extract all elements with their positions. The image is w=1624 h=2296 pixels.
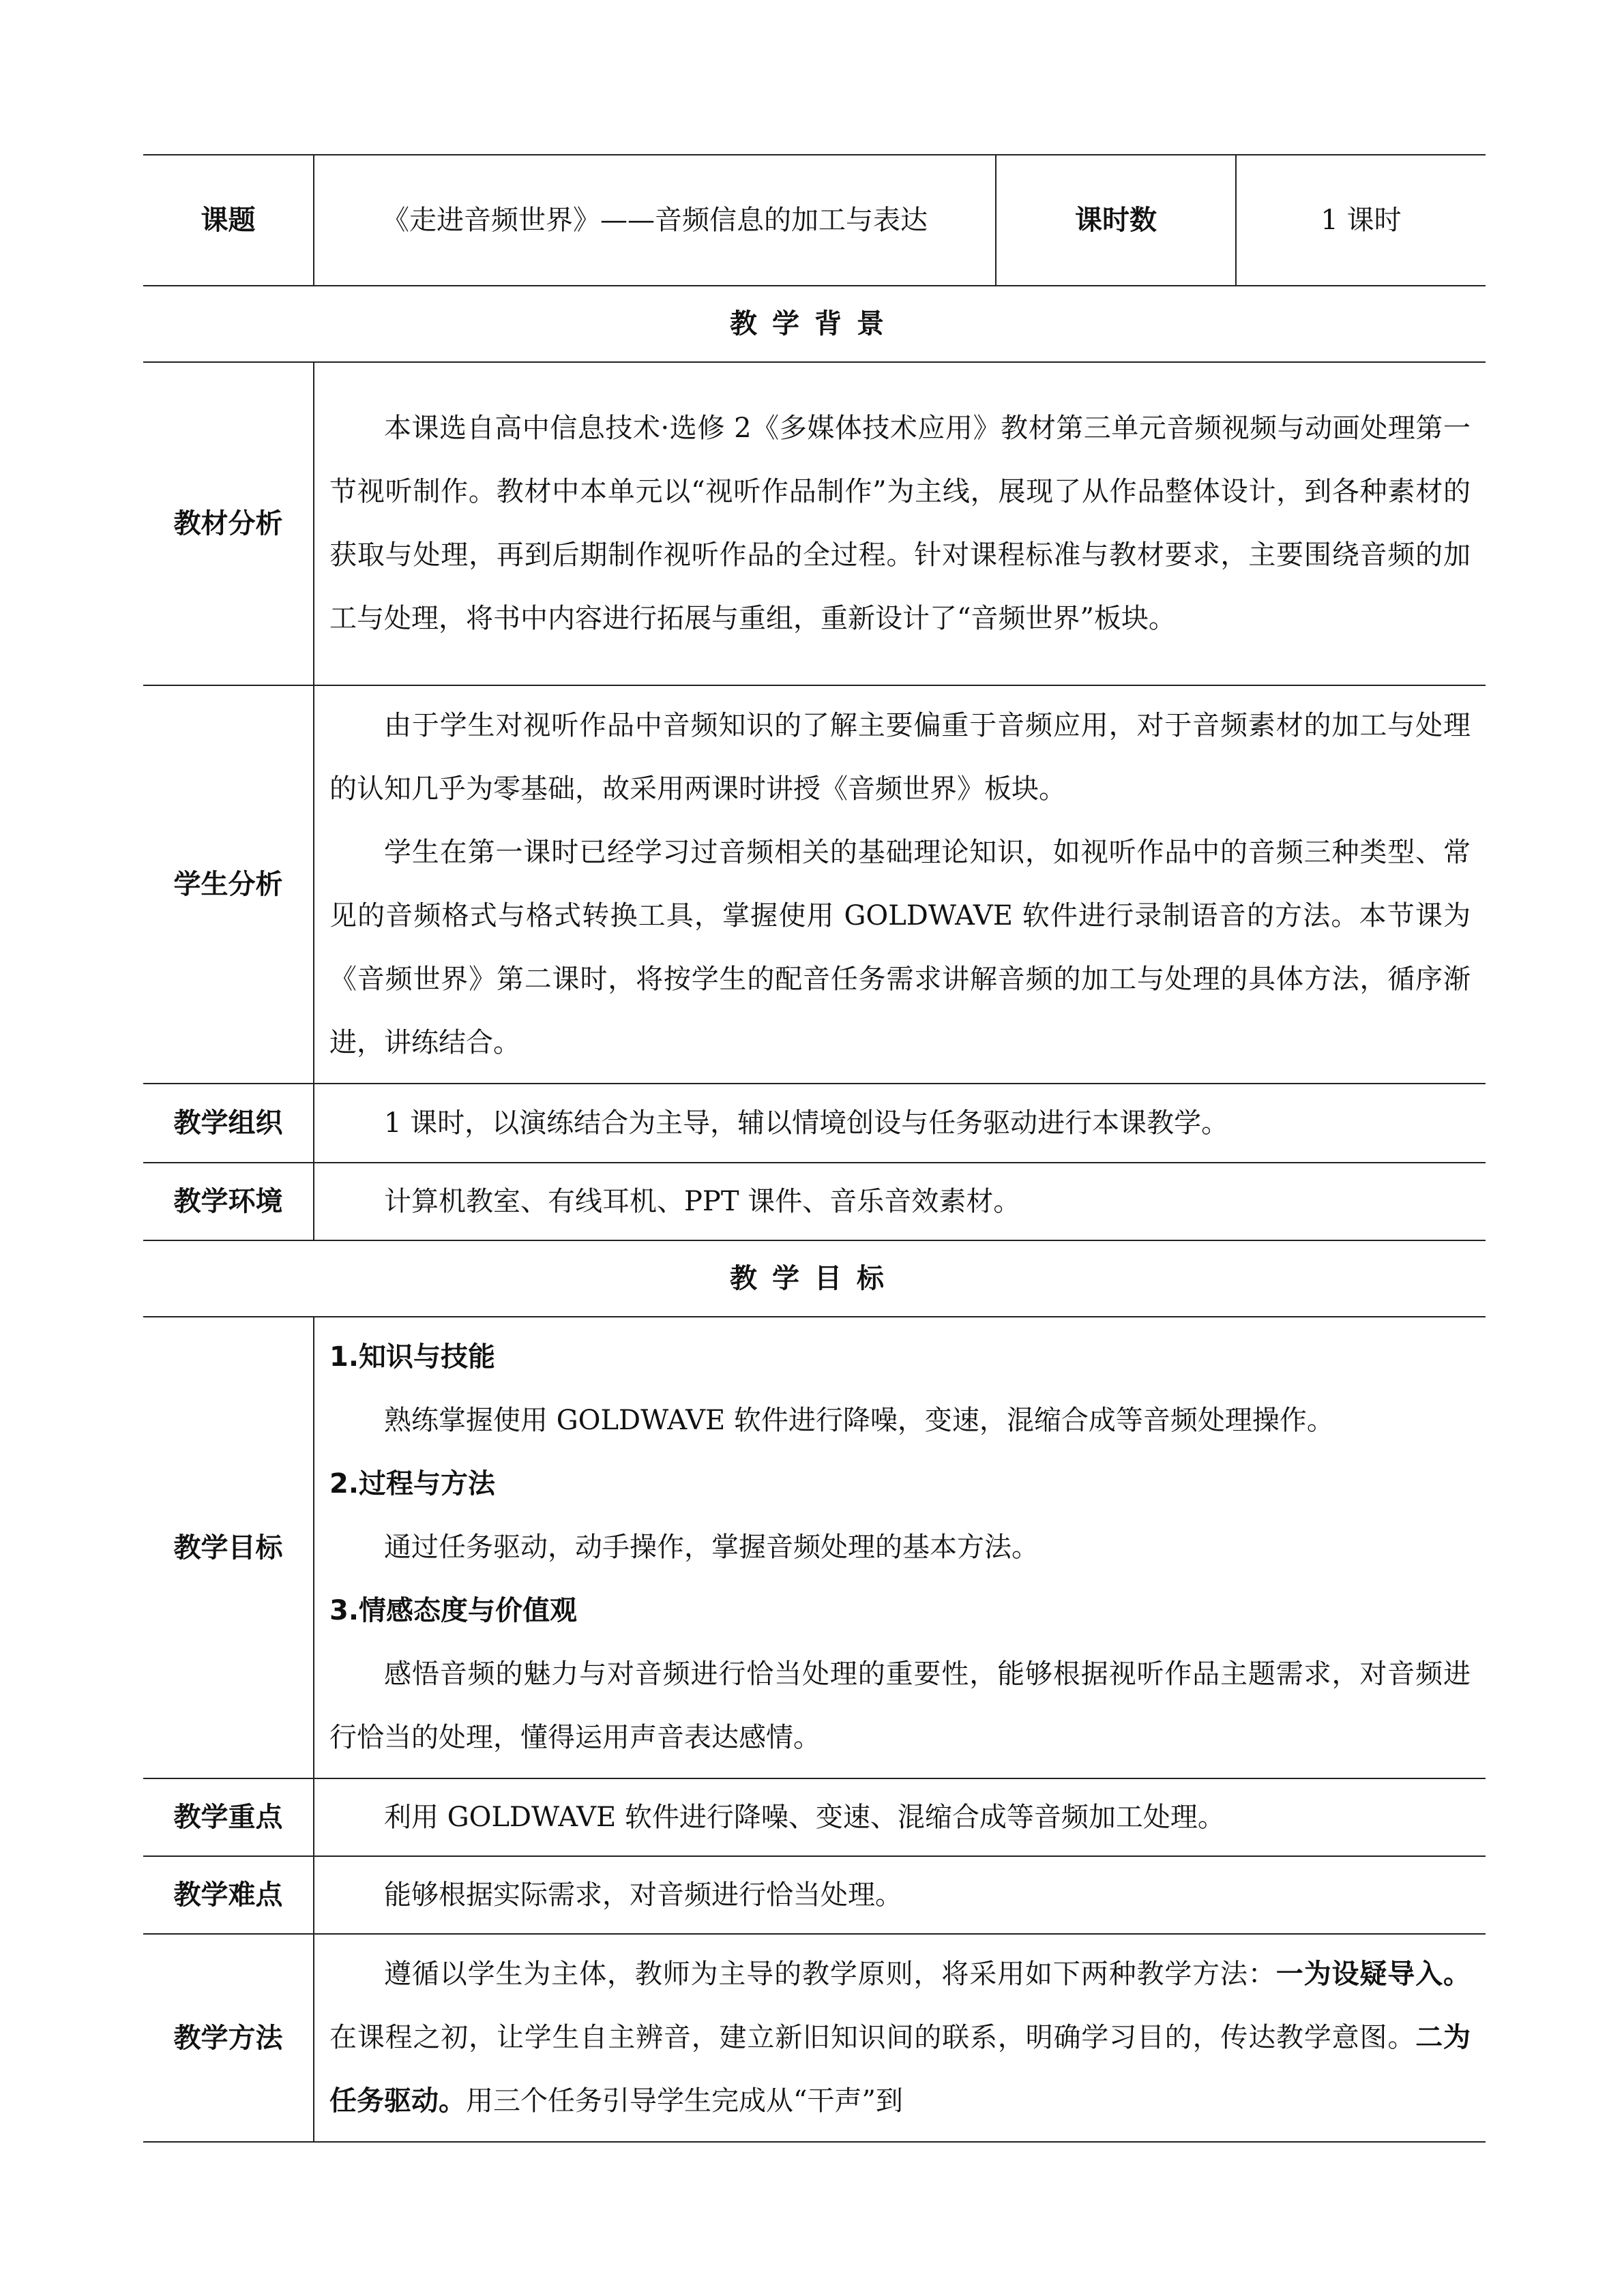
background-section-row — [143, 286, 1486, 362]
environment-label: 教学环境 — [143, 1163, 314, 1240]
student-analysis-text-1: 由于学生对视听作品中音频知识的了解主要偏重于音频应用，对于音频素材的加工与处理的认知几乎为零基础，故采用两课时讲授《音频世界》板块。 — [329, 710, 1471, 805]
goal-3-text: 感悟音频的魅力与对音频进行恰当处理的重要性，能够根据视听作品主题需求，对音频进行恰当的处理，懂得运用声音表达感情。 — [329, 1658, 1471, 1753]
method-text-b: 在课程之初，让学生自主辨音，建立新旧知识间的联系，明确学习目的，传达教学意图。 — [329, 2022, 1416, 2053]
key-points-text: 利用 GOLDWAVE 软件进行降噪、变速、混缩合成等音频加工处理。 — [384, 1801, 1225, 1833]
hours-value: 1 课时 — [1236, 155, 1486, 286]
method-content — [314, 1934, 1486, 2142]
goal-1-title: 1.知识与技能 — [329, 1341, 496, 1373]
background-section-title: 教学背景 — [143, 286, 1486, 362]
organization-label: 教学组织 — [143, 1084, 314, 1163]
material-analysis-row — [143, 362, 1486, 685]
hours-label: 课时数 — [996, 155, 1236, 286]
material-analysis-label: 教材分析 — [143, 362, 314, 685]
organization-row — [143, 1084, 1486, 1163]
lesson-plan-table — [143, 154, 1486, 2143]
organization-content — [314, 1084, 1486, 1163]
organization-text: 1 课时，以演练结合为主导，辅以情境创设与任务驱动进行本课教学。 — [384, 1107, 1229, 1139]
difficulty-label: 教学难点 — [143, 1856, 314, 1934]
material-analysis-text: 本课选自高中信息技术·选修 2《多媒体技术应用》教材第三单元音频视频与动画处理第一节视听制作。教材中本单元以“视听作品制作”为主线，展现了从作品整体设计，到各种素材的获取与处理，再到后期制作视听作品的全过程。针对课程标准与教材要求，主要围绕音频的加工与处理，将书中内容进行拓展与重组，重新设计了“音频世界”板块。 — [329, 413, 1471, 634]
method-text-c: 用三个任务引导学生完成从“干声”到 — [466, 2085, 903, 2117]
goals-row — [143, 1317, 1486, 1778]
goals-section-row — [143, 1240, 1486, 1317]
key-points-content — [314, 1778, 1486, 1856]
lesson-plan-page — [143, 154, 1486, 2143]
goal-2-text: 通过任务驱动，动手操作，掌握音频处理的基本方法。 — [384, 1532, 1039, 1563]
method-label: 教学方法 — [143, 1934, 314, 2142]
environment-row — [143, 1163, 1486, 1240]
method-text — [329, 1943, 1471, 2133]
goals-label: 教学目标 — [143, 1317, 314, 1778]
topic-value: 《走进音频世界》——音频信息的加工与表达 — [314, 155, 996, 286]
environment-text: 计算机教室、有线耳机、PPT 课件、音乐音效素材。 — [384, 1185, 1021, 1217]
goal-2-title: 2.过程与方法 — [329, 1468, 496, 1500]
student-analysis-label: 学生分析 — [143, 685, 314, 1084]
topic-label: 课题 — [143, 155, 314, 286]
goal-3-title: 3.情感态度与价值观 — [329, 1595, 578, 1626]
student-analysis-text-2: 学生在第一课时已经学习过音频相关的基础理论知识，如视听作品中的音频三种类型、常见的音频格式与格式转换工具，掌握使用 GOLDWAVE 软件进行录制语音的方法。本节课为《音频世界》第二课时，将按学生的配音任务需求讲解音频的加工与处理的具体方法，循序渐进，讲练结合。 — [329, 837, 1471, 1058]
difficulty-row — [143, 1856, 1486, 1934]
student-analysis-row — [143, 685, 1486, 1084]
topic-row — [143, 155, 1486, 286]
goals-content — [314, 1317, 1486, 1778]
goal-1-text: 熟练掌握使用 GOLDWAVE 软件进行降噪，变速，混缩合成等音频处理操作。 — [384, 1405, 1334, 1436]
method-bold-2: 二为任务驱动。 — [329, 2022, 1471, 2117]
key-points-row — [143, 1778, 1486, 1856]
material-analysis-content — [314, 362, 1486, 685]
difficulty-content — [314, 1856, 1486, 1934]
difficulty-text: 能够根据实际需求，对音频进行恰当处理。 — [384, 1879, 902, 1911]
method-text-a: 遵循以学生为主体，教师为主导的教学原则，将采用如下两种教学方法： — [384, 1958, 1276, 1990]
goals-section-title: 教学目标 — [143, 1240, 1486, 1317]
method-bold-1: 一为设疑导入。 — [1275, 1958, 1471, 1990]
student-analysis-content — [314, 685, 1486, 1084]
method-row — [143, 1934, 1486, 2142]
environment-content — [314, 1163, 1486, 1240]
key-points-label: 教学重点 — [143, 1778, 314, 1856]
